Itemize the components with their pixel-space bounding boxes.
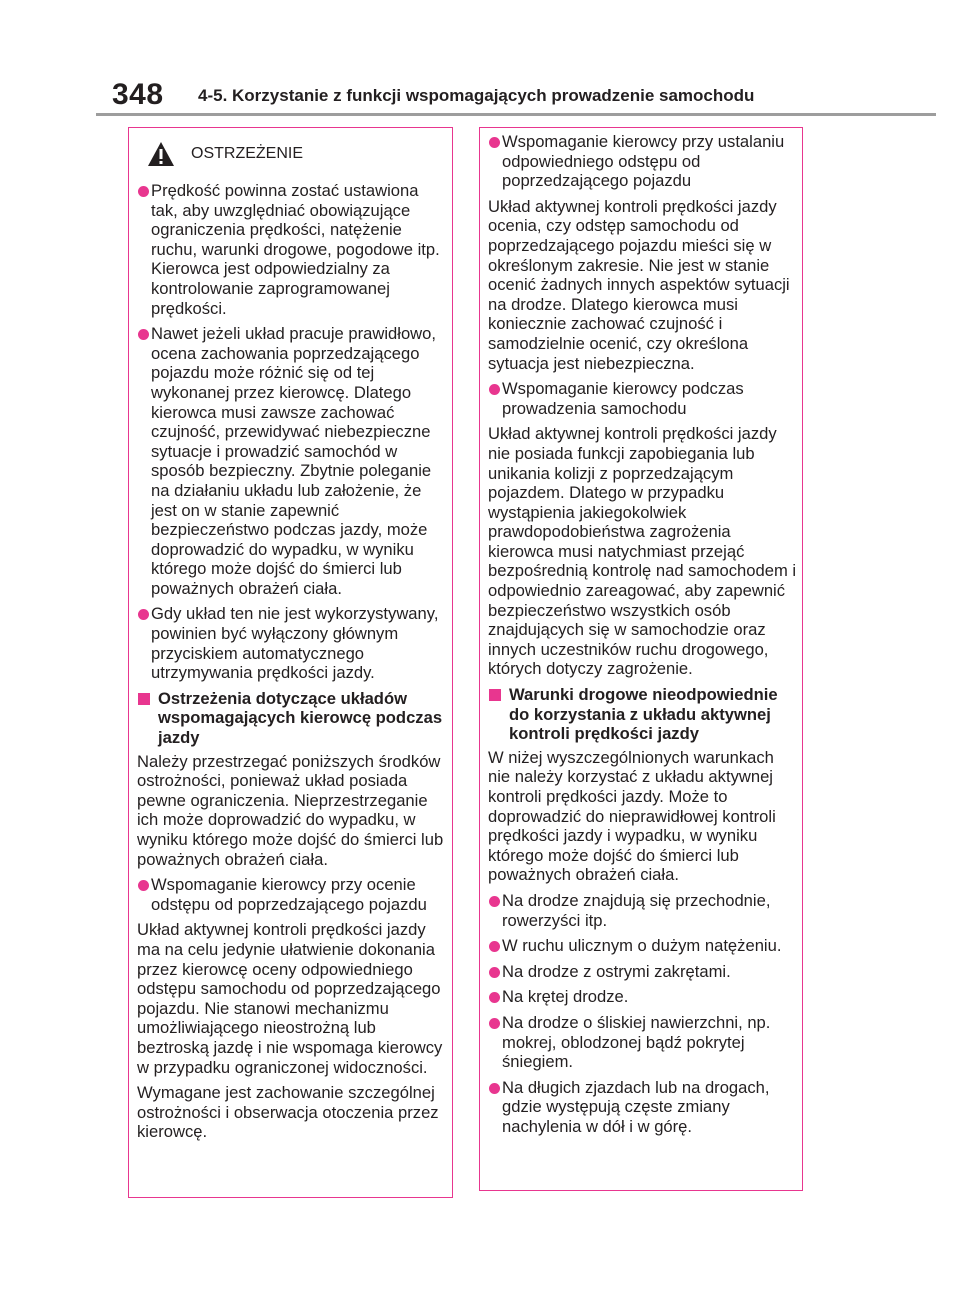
content-para: Układ aktywnej kontroli prędkości jazdy ma na celu jedynie ułatwienie dokonania przez kierowcę oceny odpowiedniego odstępu samochodu od poprzedzającego pojazdu. Nie stanowi mechanizmu umożliwiającego nieostrożną lub beztroską jazdę i nie wspomaga kierowcy w przypadku ograniczonej widoczności. (137, 920, 443, 1077)
warning-title: OSTRZEŻENIE (191, 145, 304, 162)
content-bullet: Na drodze o śliskiej nawierzchni, np. mokrej, oblodzonej bądź pokrytej śniegiem. (488, 1013, 798, 1072)
content-bullet: Nawet jeżeli układ pracuje prawidłowo, ocena zachowania poprzedzającego pojazdu może różnić się od tej wykonanej przez kierowcę. Dlatego kierowca musi zawsze zachować czujność, przewidywać niebezpieczne sytuacje i prowadzić samochód w sposób bezpieczny. Zbytnie poleganie na działaniu układu lub założenie, że jest on w stanie zapewnić bezpieczeństwo podczas jazdy, może doprowadzić do wypadku, w wyniku którego może dojść do śmierci lub poważnych obrażeń ciała. (137, 324, 447, 598)
content-para: Układ aktywnej kontroli prędkości jazdy nie posiada funkcji zapobiegania lub unikania kolizji z poprzedzającym pojazdem. Dlatego w przypadku wystąpienia jakiegokolwiek prawdopodobieństwa zagrożenia kierowca musi natychmiast przejąć bezpośrednią kontrolę nad samochodem i odpowiednio zareagować, aby zapewnić bezpieczeństwo wszystkich osób znajdujących się w samochodzie oraz innych uczestników ruchu drogowego, których dotyczy zagrożenie. (488, 424, 797, 679)
warning-box-left (128, 127, 453, 1198)
warning-triangle-icon (147, 141, 175, 167)
content-bullet: Wspomaganie kierowcy przy ocenie odstępu od poprzedzającego pojazdu (137, 875, 447, 914)
content-subhead: Ostrzeżenia dotyczące układów wspomagających kierowcę podczas jazdy (137, 689, 447, 748)
warning-box-right (479, 127, 803, 1191)
content-bullet: Prędkość powinna zostać ustawiona tak, aby uwzględniać obowiązujące ograniczenia prędkości, natężenie ruchu, warunki drogowe, pogodowe itp. Kierowca jest odpowiedzialny za kontrolowanie zaprogramowanej prędkości. (137, 181, 447, 318)
content-bullet: Na długich zjazdach lub na drogach, gdzie występują częste zmiany nachylenia w dół i w górę. (488, 1078, 798, 1137)
page-header (96, 74, 836, 114)
content-bullet: W ruchu ulicznym o dużym natężeniu. (488, 936, 798, 956)
content-para: W niżej wyszczególnionych warunkach nie należy korzystać z układu aktywnej kontroli prędkości jazdy. Może to doprowadzić do nieprawidłowej kontroli prędkości jazdy i wypadku, w wyniku którego może dojść do śmierci lub poważnych obrażeń ciała. (488, 747, 776, 885)
section-title: 4-5. Korzystanie z funkcji wspomagających prowadzenie samochodu (198, 86, 755, 105)
content-subhead: Warunki drogowe nieodpowiednie do korzystania z układu aktywnej kontroli prędkości jazdy (488, 685, 798, 744)
warning-content-right (488, 132, 798, 1143)
warning-content-left (137, 181, 447, 1148)
warning-header (147, 138, 303, 170)
content-bullet: Wspomaganie kierowcy przy ustalaniu odpowiedniego odstępu od poprzedzającego pojazdu (488, 132, 798, 191)
content-para: Należy przestrzegać poniższych środków ostrożności, ponieważ układ posiada pewne ograniczenia. Nieprzestrzeganie ich może doprowadzić do wypadku, w wyniku którego może dojść do śmierci lub poważnych obrażeń ciała. (137, 751, 444, 869)
content-bullet: Na drodze z ostrymi zakrętami. (488, 962, 798, 982)
header-divider (96, 113, 936, 116)
page-number: 348 (112, 78, 164, 111)
content-bullet: Na drodze znajdują się przechodnie, rowerzyści itp. (488, 891, 798, 930)
content-bullet: Gdy układ ten nie jest wykorzystywany, powinien być wyłączony głównym przyciskiem automatycznego utrzymywania prędkości jazdy. (137, 604, 447, 682)
content-para: Wymagane jest zachowanie szczególnej ostrożności i obserwacja otoczenia przez kierowcę. (137, 1083, 439, 1142)
content-para: Układ aktywnej kontroli prędkości jazdy ocenia, czy odstęp samochodu od poprzedzającego pojazdu mieści się w określonym zakresie. Nie jest w stanie ocenić żadnych innych aspektów sytuacji na drodze. Dlatego kierowca musi koniecznie zachować czujność i samodzielnie ocenić, czy określona sytuacja jest niebezpieczna. (488, 196, 790, 373)
content-bullet: Na krętej drodze. (488, 987, 798, 1007)
content-bullet: Wspomaganie kierowcy podczas prowadzenia samochodu (488, 379, 798, 418)
